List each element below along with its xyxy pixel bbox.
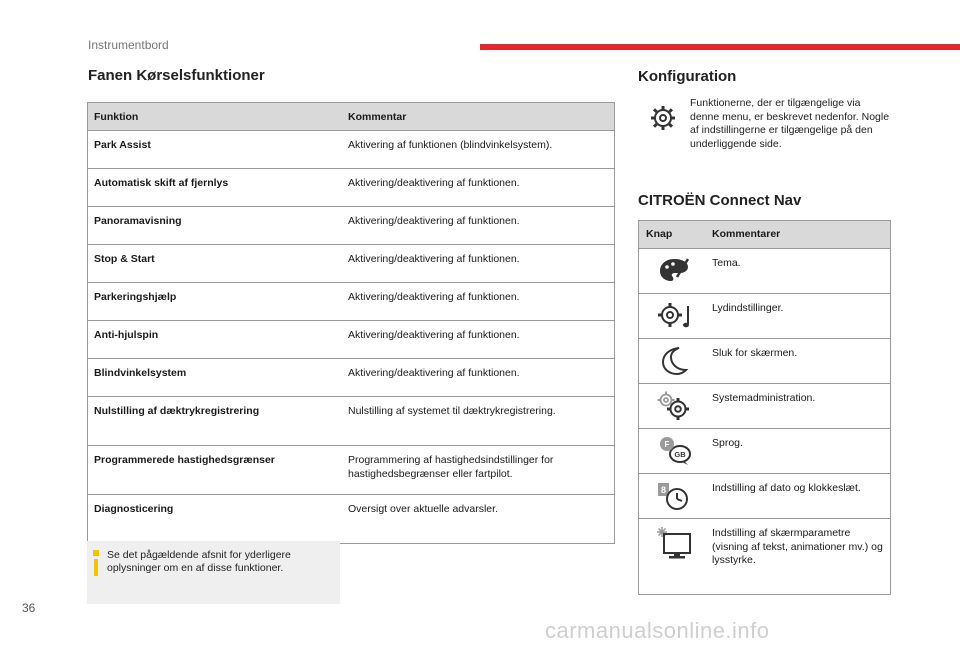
function-comment: Aktivering af funktionen (blindvinkelsystem).: [342, 131, 615, 169]
konfiguration-title: Konfiguration: [638, 68, 737, 85]
table-row: [639, 294, 891, 339]
function-comment: Nulstilling af systemet til dæktrykregistrering.: [342, 397, 615, 446]
function-comment: Aktivering/deaktivering af funktionen.: [342, 207, 615, 245]
function-name: Nulstilling af dæktrykregistrering: [88, 397, 343, 446]
left-section-title: Fanen Kørselsfunktioner: [88, 67, 265, 84]
page-number: 36: [22, 601, 36, 615]
function-comment: Programmering af hastighedsindstillinger for hastighedsbegrænser eller fartpilot.: [342, 446, 615, 495]
info-icon: [93, 550, 99, 576]
table-header-row: [639, 221, 891, 249]
function-comment: Aktivering/deaktivering af funktionen.: [342, 321, 615, 359]
table-row: [639, 429, 891, 474]
button-comment: Tema.: [708, 249, 891, 294]
connect-nav-table: [638, 220, 891, 595]
function-name: Anti-hjulspin: [88, 321, 343, 359]
double-gear-icon: [656, 390, 692, 422]
function-name: Panoramavisning: [88, 207, 343, 245]
table-header-row: [88, 103, 615, 131]
section-label: Instrumentbord: [88, 38, 169, 52]
function-name: Programmerede hastighedsgrænser: [88, 446, 343, 495]
info-note-box: [87, 541, 340, 604]
moon-icon: [659, 345, 689, 377]
language-label-f: F: [664, 440, 669, 449]
table-row: [88, 321, 615, 359]
function-name: Stop & Start: [88, 245, 343, 283]
function-name: Park Assist: [88, 131, 343, 169]
language-label-gb: GB: [673, 450, 686, 459]
button-comment: Sprog.: [708, 429, 891, 474]
konfiguration-description: Funktionerne, der er tilgængelige via denne menu, er beskrevet nedenfor. Nogle af indstillingerne er tilgængelige på den underliggende side.: [690, 97, 890, 150]
gear-music-note-icon: [656, 300, 692, 330]
watermark: carmanualsonline.info: [545, 618, 770, 643]
column-header: Funktion: [88, 103, 343, 131]
function-name: Diagnosticering: [88, 495, 343, 544]
table-row: [88, 245, 615, 283]
column-header: Kommentar: [342, 103, 615, 131]
function-name: Automatisk skift af fjernlys: [88, 169, 343, 207]
button-comment: Systemadministration.: [708, 384, 891, 429]
table-row: [88, 397, 615, 446]
column-header: Kommentarer: [708, 221, 891, 249]
button-comment: Indstilling af dato og klokkeslæt.: [708, 474, 891, 519]
table-row: [88, 131, 615, 169]
function-name: Blindvinkelsystem: [88, 359, 343, 397]
table-row: [639, 474, 891, 519]
calendar-clock-icon: [656, 480, 692, 512]
palette-icon: [657, 255, 691, 285]
function-comment: Aktivering/deaktivering af funktionen.: [342, 283, 615, 321]
column-header: Knap: [639, 221, 709, 249]
table-row: [88, 359, 615, 397]
accent-bar: [480, 44, 960, 50]
table-row: [639, 519, 891, 595]
function-comment: Aktivering/deaktivering af funktionen.: [342, 359, 615, 397]
table-row: [88, 169, 615, 207]
function-comment: Oversigt over aktuelle advarsler.: [342, 495, 615, 544]
connect-nav-title: CITROËN Connect Nav: [638, 192, 802, 209]
info-note-text: Se det pågældende afsnit for yderligere oplysninger om en af disse funktioner.: [107, 549, 291, 574]
table-row: [88, 283, 615, 321]
monitor-brightness-icon: [654, 525, 694, 561]
language-bubble-icon: [656, 435, 692, 467]
gear-icon: [650, 105, 676, 131]
table-row: [639, 384, 891, 429]
button-comment: Lydindstillinger.: [708, 294, 891, 339]
table-row: [88, 446, 615, 495]
table-row: [639, 249, 891, 294]
button-comment: Sluk for skærmen.: [708, 339, 891, 384]
table-row: [639, 339, 891, 384]
function-comment: Aktivering/deaktivering af funktionen.: [342, 245, 615, 283]
table-row: [88, 207, 615, 245]
table-row: [88, 495, 615, 544]
functions-table: [87, 102, 615, 544]
function-comment: Aktivering/deaktivering af funktionen.: [342, 169, 615, 207]
button-comment: Indstilling af skærmparametre (visning af tekst, animationer mv.) og lysstyrke.: [708, 519, 891, 595]
calendar-day-label: 8: [660, 485, 666, 495]
function-name: Parkeringshjælp: [88, 283, 343, 321]
